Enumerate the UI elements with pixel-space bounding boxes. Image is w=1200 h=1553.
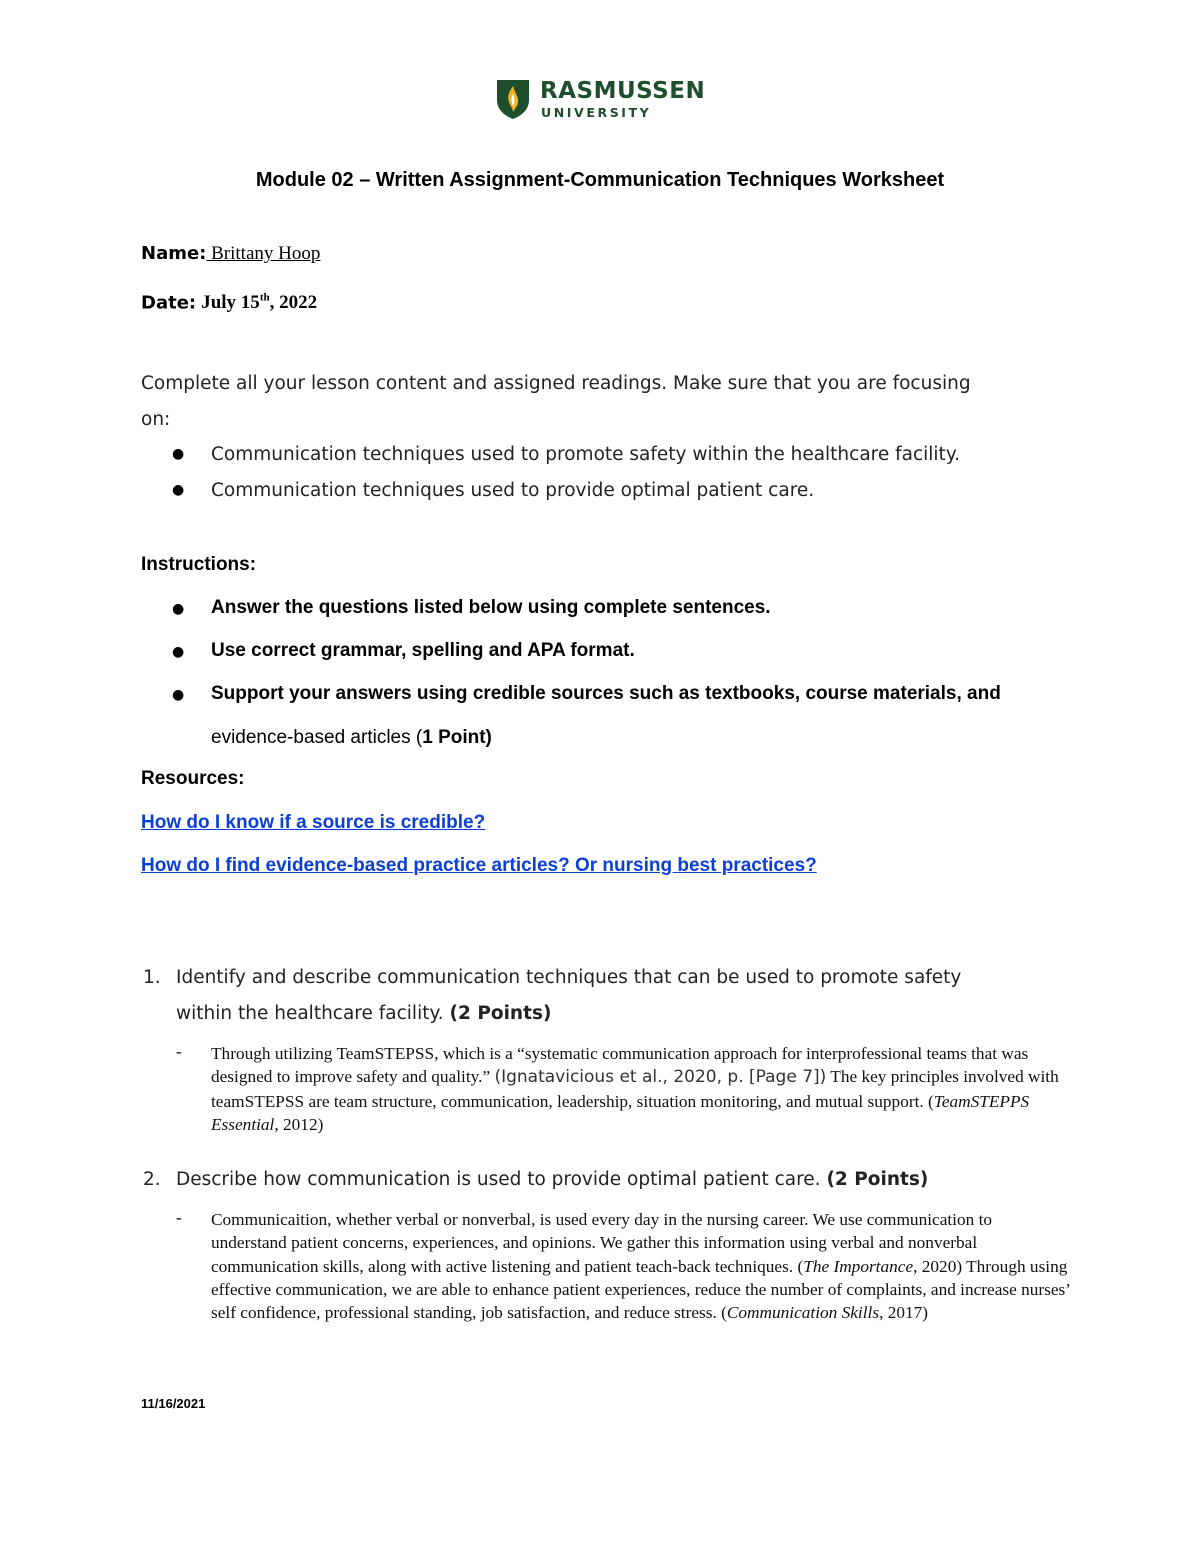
credible-source-link[interactable]: How do I know if a source is credible? [141, 812, 486, 833]
question-1-line-2: within the healthcare facility. (2 Points) [176, 1003, 552, 1024]
intro-bullet-1: Communication techniques used to promote safety within the healthcare facility. [211, 444, 961, 465]
instructions-heading: Instructions: [141, 554, 257, 575]
question-1-number: 1. [143, 967, 161, 988]
dash-icon: - [176, 1208, 182, 1227]
question-2-number: 2. [143, 1169, 161, 1190]
intro-bullet-2: Communication techniques used to provide optimal patient care. [211, 480, 815, 501]
resources-heading: Resources: [141, 768, 245, 789]
instruction-bullet-1: Answer the questions listed below using complete sentences. [211, 597, 771, 618]
instruction-bullet-3: Support your answers using credible sources such as textbooks, course materials, and [211, 683, 1001, 704]
question-1-points: (2 Points) [449, 1003, 552, 1024]
date-row [141, 292, 317, 314]
university-logo [496, 78, 706, 124]
instruction-bullet-3-continuation: evidence-based articles (1 Point) [211, 727, 492, 748]
date-label: Date: [141, 292, 197, 314]
date-value: July 15th, 2022 [201, 292, 318, 314]
answer-1: Through utilizing TeamSTEPSS, which is a “systematic communication approach for interprofessional teams that was designed to improve safety and quality.” (Ignatavicious et al., 2020, p. [Page 7]) The key principles involved with teamSTEPSS are team structure, communication, leadership, situation monitoring, and mutual support. (TeamSTEPPS Essential, 2012) [211, 1044, 1059, 1134]
footer-date: 11/16/2021 [141, 1396, 206, 1411]
bullet-icon: ● [172, 601, 185, 617]
name-label: Name: [141, 243, 207, 264]
document-title: Module 02 – Written Assignment-Communication Techniques Worksheet [255, 169, 945, 191]
bullet-icon: ● [172, 482, 185, 498]
answer-2: Communicaition, whether verbal or nonverbal, is used every day in the nursing career. We use communication to understand patient concerns, experiences, and opinions. We gather this information using verbal and nonverbal communication skills, along with active listening and patient teach-back techniques. (The Importance, 2020) Through using effective communication, we are able to enhance patient experiences, reduce the number of complaints, and increase nurses’ self confidence, professional standing, job satisfaction, and reduce stress. (Communication Skills, 2017) [211, 1210, 1070, 1323]
evidence-based-articles-link[interactable]: How do I find evidence-based practice articles? Or nursing best practices? [141, 855, 817, 876]
question-2-line-1: Describe how communication is used to provide optimal patient care. (2 Points) [176, 1169, 929, 1190]
intro-line-2: on: [141, 409, 171, 430]
intro-line-1: Complete all your lesson content and assigned readings. Make sure that you are focusing [141, 373, 971, 394]
shield-flame-icon [496, 78, 530, 120]
question-1-line-1: Identify and describe communication techniques that can be used to promote safety [176, 967, 962, 988]
name-value: Brittany Hoop [206, 243, 321, 264]
bullet-icon: ● [172, 446, 185, 462]
dash-icon: - [176, 1042, 182, 1061]
instruction-bullet-2: Use correct grammar, spelling and APA format. [211, 640, 635, 661]
logo-line2: UNIVERSITY [541, 105, 652, 120]
bullet-icon: ● [172, 687, 185, 703]
bullet-icon: ● [172, 644, 185, 660]
question-2-points: (2 Points) [826, 1169, 929, 1190]
logo-line1: RASMUSSEN [540, 78, 706, 104]
name-row [141, 243, 320, 265]
